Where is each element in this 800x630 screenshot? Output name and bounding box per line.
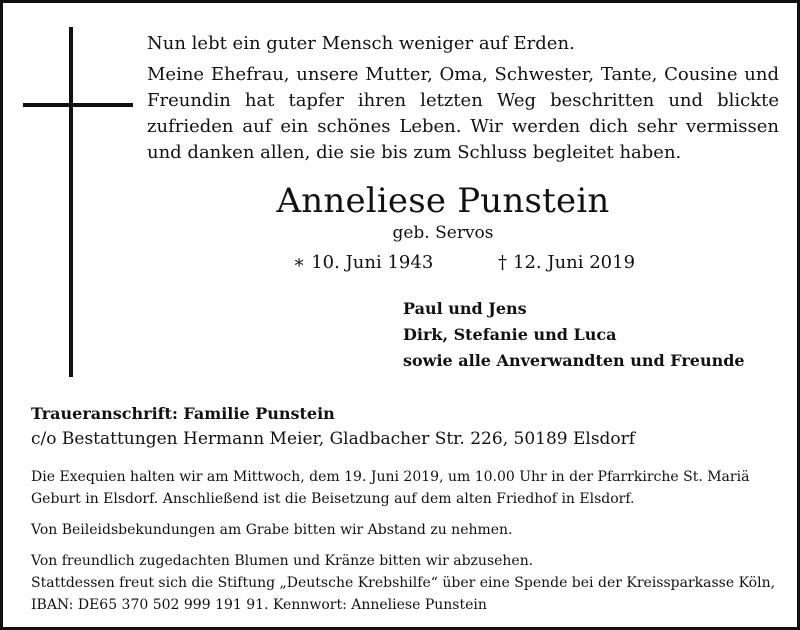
donation-line-2: IBAN: DE65 370 502 999 191 91. Kennwort: Anneliese Punstein <box>31 597 487 613</box>
cross-horizontal-bar <box>23 103 133 107</box>
mourners-list <box>403 296 745 374</box>
deceased-name: Anneliese Punstein <box>276 181 610 221</box>
poem-first-line: Nun lebt ein guter Mensch weniger auf Erden. <box>147 33 575 54</box>
poem-text <box>147 31 779 166</box>
exequies-line-1: Die Exequien halten wir am Mittwoch, dem 19. Juni 2019, um 10.00 Uhr in der Pfarrkirche St. Mariä <box>31 469 750 485</box>
exequies-line-2: Geburt in Elsdorf. Anschließend ist die Beisetzung auf dem alten Friedhof in Elsdorf. <box>31 491 635 507</box>
death-cross-icon: † <box>498 252 507 273</box>
birth-date: 10. Juni 1943 <box>311 252 434 273</box>
death-date: 12. Juni 2019 <box>513 252 636 273</box>
funeral-details <box>31 466 783 616</box>
cross-vertical-bar <box>69 27 73 377</box>
condolences-note: Von Beileidsbekundungen am Grabe bitten wir Abstand zu nehmen. <box>31 522 513 538</box>
mourner-line: Dirk, Stefanie und Luca <box>403 325 617 344</box>
birth-date-row <box>293 250 433 276</box>
maiden-name: geb. Servos <box>392 223 494 243</box>
poem-body: Meine Ehefrau, unsere Mutter, Oma, Schwester, Tante, Cousine und Freundin hat tapfer ihren letzten Weg beschritten und blickte zufrieden auf ein schönes Leben. Wir werden dich sehr vermissen und danken allen, die sie bis zum Schluss begleitet haben. <box>147 64 779 163</box>
mourner-line: Paul und Jens <box>403 299 527 318</box>
address-line: c/o Bestattungen Hermann Meier, Gladbacher Str. 226, 50189 Elsdorf <box>31 429 636 449</box>
birth-star-icon: ∗ <box>293 252 306 273</box>
death-date-row <box>498 250 635 276</box>
mourner-line: sowie alle Anverwandten und Freunde <box>403 351 745 370</box>
donation-line-1: Stattdessen freut sich die Stiftung „Deutsche Krebshilfe“ über eine Spende bei der Kreissparkasse Köln, <box>31 575 776 591</box>
flowers-note: Von freundlich zugedachten Blumen und Kränze bitten wir abzusehen. <box>31 553 534 569</box>
address-label: Traueranschrift: Familie Punstein <box>31 404 335 423</box>
